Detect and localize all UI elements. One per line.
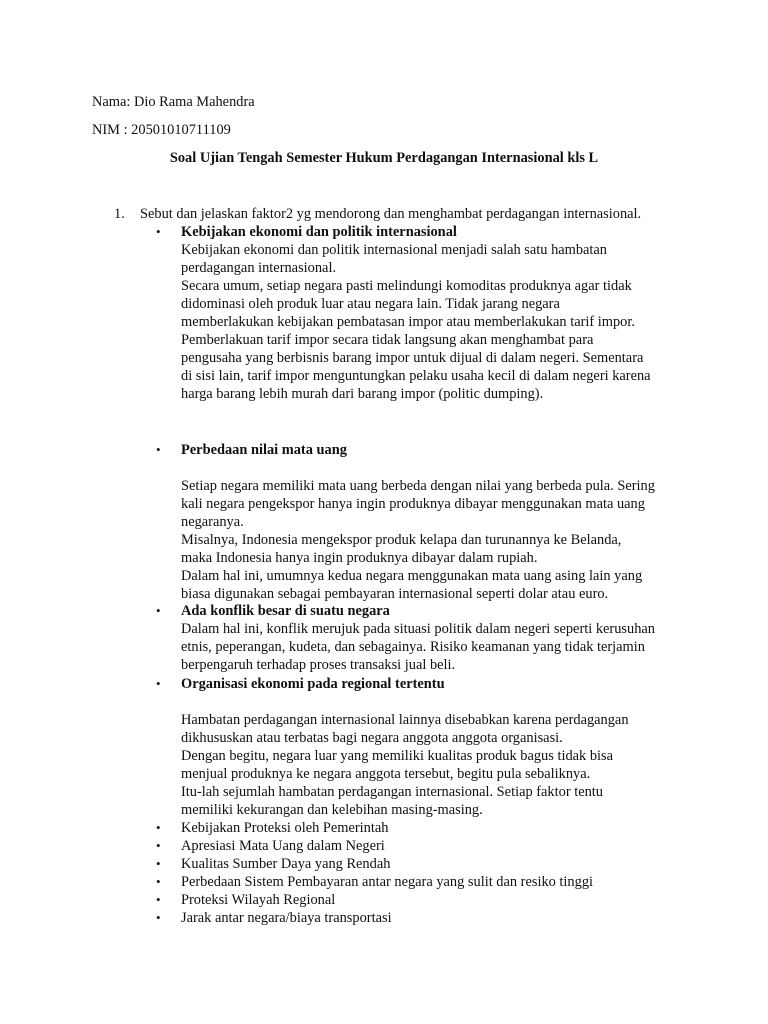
section-line: Setiap negara memiliki mata uang berbeda dengan nilai yang berbeda pula. Sering bbox=[181, 478, 655, 494]
section-heading: Perbedaan nilai mata uang bbox=[181, 442, 347, 458]
bullet-icon: • bbox=[156, 856, 161, 871]
section-line: Dalam hal ini, konflik merujuk pada situasi politik dalam negeri seperti kerusuhan bbox=[181, 621, 655, 637]
question-number: 1. bbox=[114, 206, 125, 222]
factor-list bbox=[156, 819, 593, 927]
section-line: Itu-lah sejumlah hambatan perdagangan internasional. Setiap faktor tentu bbox=[181, 784, 603, 800]
section-heading: Kebijakan ekonomi dan politik internasional bbox=[181, 224, 457, 240]
section-line: Kebijakan ekonomi dan politik internasional menjadi salah satu hambatan bbox=[181, 242, 608, 258]
section-line: menjual produknya ke negara anggota tersebut, begitu pula sebaliknya. bbox=[181, 766, 591, 782]
bullet-icon: • bbox=[156, 838, 161, 853]
section-conflict bbox=[156, 602, 696, 674]
section-line: didominasi oleh produk luar atau negara lain. Tidak jarang negara bbox=[181, 296, 560, 312]
student-name: Nama: Dio Rama Mahendra bbox=[92, 94, 255, 110]
section-line: negaranya. bbox=[181, 514, 244, 530]
question-text: Sebut dan jelaskan faktor2 yg mendorong dan menghambat perdagangan internasional. bbox=[140, 206, 642, 222]
bullet-icon: • bbox=[156, 603, 161, 618]
section-line: harga barang lebih murah dari barang impor (politic dumping). bbox=[181, 386, 544, 402]
section-line: etnis, peperangan, kudeta, dan sebagainya. Risiko keamanan yang tidak terjamin bbox=[181, 639, 645, 655]
section-line: perdagangan internasional. bbox=[181, 260, 337, 276]
bullet-icon: • bbox=[156, 892, 161, 907]
bullet-icon: • bbox=[156, 874, 161, 889]
section-line: Hambatan perdagangan internasional lainnya disebabkan karena perdagangan bbox=[181, 712, 629, 728]
bullet-icon: • bbox=[156, 676, 161, 691]
section-line: Misalnya, Indonesia mengekspor produk kelapa dan turunannya ke Belanda, bbox=[181, 532, 622, 548]
question-1 bbox=[114, 205, 641, 223]
student-nim: NIM : 20501010711109 bbox=[92, 122, 231, 138]
section-line: Dengan begitu, negara luar yang memiliki kualitas produk bagus tidak bisa bbox=[181, 748, 614, 764]
section-line: Dalam hal ini, umumnya kedua negara menggunakan mata uang asing lain yang bbox=[181, 568, 643, 584]
section-regional-organization bbox=[156, 675, 696, 819]
section-line: pengusaha yang berbisnis barang impor untuk dijual di dalam negeri. Sementara bbox=[181, 350, 644, 366]
section-line: dikhususkan atau terbatas bagi negara anggota anggota organisasi. bbox=[181, 730, 563, 746]
section-line: Secara umum, setiap negara pasti melindungi komoditas produknya agar tidak bbox=[181, 278, 632, 294]
list-item: • Jarak antar negara/biaya transportasi bbox=[156, 910, 392, 926]
section-economic-policy bbox=[156, 223, 696, 403]
list-item: • Kualitas Sumber Daya yang Rendah bbox=[156, 856, 391, 872]
section-line: kali negara pengekspor hanya ingin produknya dibayar menggunakan mata uang bbox=[181, 496, 645, 512]
bullet-icon: • bbox=[156, 224, 161, 239]
section-line: Pemberlakuan tarif impor secara tidak langsung akan menghambat para bbox=[181, 332, 594, 348]
bullet-icon: • bbox=[156, 820, 161, 835]
bullet-icon: • bbox=[156, 910, 161, 925]
section-currency-difference bbox=[156, 441, 696, 603]
section-line: biasa digunakan sebagai pembayaran internasional seperti dolar atau euro. bbox=[181, 586, 609, 602]
bullet-icon: • bbox=[156, 442, 161, 457]
section-line: maka Indonesia hanya ingin produknya dibayar dalam rupiah. bbox=[181, 550, 538, 566]
section-heading: Organisasi ekonomi pada regional tertentu bbox=[181, 676, 445, 692]
section-line: memiliki kekurangan dan kelebihan masing-masing. bbox=[181, 802, 483, 818]
section-line: di sisi lain, tarif impor menguntungkan pelaku usaha kecil di dalam negeri karena bbox=[181, 368, 651, 384]
list-item: • Perbedaan Sistem Pembayaran antar negara yang sulit dan resiko tinggi bbox=[156, 874, 594, 890]
section-line: memberlakukan kebijakan pembatasan impor atau memberlakukan tarif impor. bbox=[181, 314, 635, 330]
list-item: • Apresiasi Mata Uang dalam Negeri bbox=[156, 838, 385, 854]
list-item: • Kebijakan Proteksi oleh Pemerintah bbox=[156, 820, 389, 836]
section-heading: Ada konflik besar di suatu negara bbox=[181, 603, 390, 619]
list-item: • Proteksi Wilayah Regional bbox=[156, 892, 336, 908]
exam-title: Soal Ujian Tengah Semester Hukum Perdagangan Internasional kls L bbox=[169, 150, 599, 166]
section-line: berpengaruh terhadap proses transaksi jual beli. bbox=[181, 657, 456, 673]
